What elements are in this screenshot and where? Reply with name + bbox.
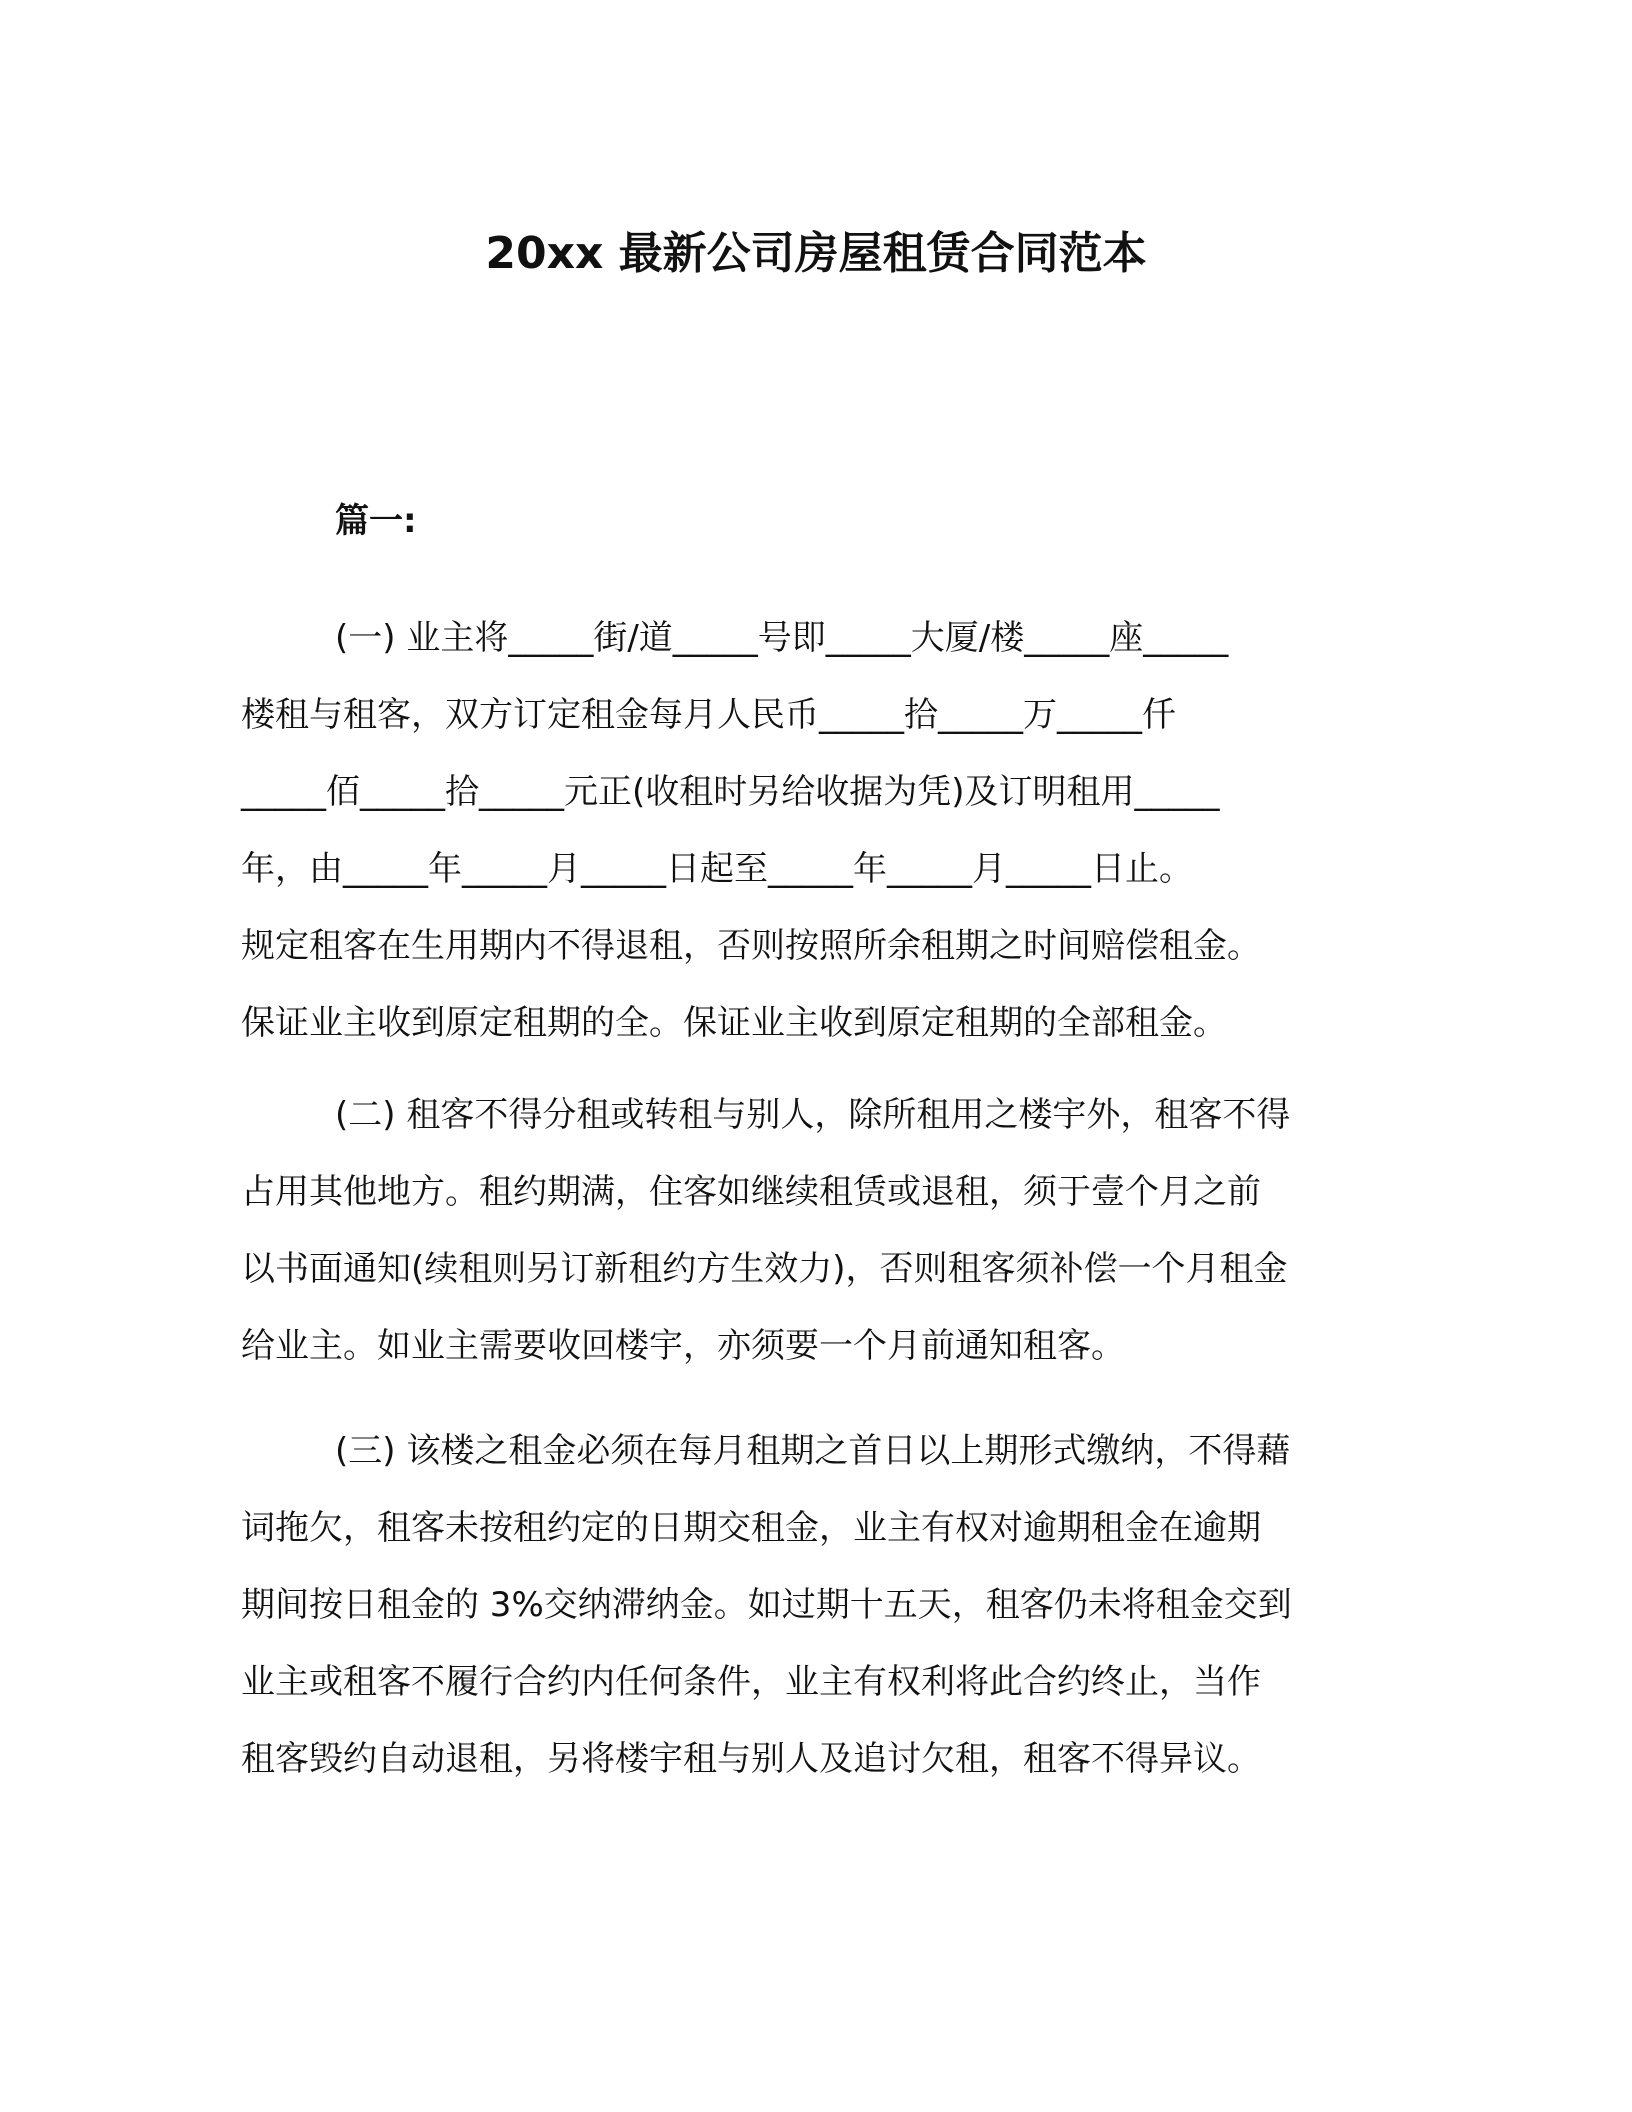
paragraph-line: 租客毁约自动退租，另将楼宇租与别人及追讨欠租，租客不得异议。 — [241, 1739, 1261, 1779]
paragraph-2 — [241, 1077, 1391, 1385]
paragraph-line: 楼租与租客，双方订定租金每月人民币_____拾_____万_____仟 — [241, 695, 1176, 735]
section-label: 篇一: — [335, 501, 417, 541]
paragraph-line: 期间按日租金的 3%交纳滞纳金。如过期十五天，租客仍未将租金交到 — [241, 1585, 1292, 1625]
paragraph-line: _____佰_____拾_____元正(收租时另给收据为凭)及订明租用_____ — [241, 772, 1220, 812]
paragraph-line: 以书面通知(续租则另订新租约方生效力)，否则租客须补偿一个月租金 — [241, 1249, 1288, 1289]
paragraph-line: 保证业主收到原定租期的全。保证业主收到原定租期的全部租金。 — [241, 1003, 1227, 1043]
paragraph-line: (一) 业主将_____街/道_____号即_____大厦/楼_____座_____ — [335, 618, 1229, 658]
paragraph-line: 给业主。如业主需要收回楼宇，亦须要一个月前通知租客。 — [241, 1326, 1125, 1366]
paragraph-1 — [241, 600, 1391, 1062]
paragraph-line: 业主或租客不履行合约内任何条件，业主有权利将此合约终止，当作 — [241, 1662, 1261, 1702]
document-title: 20xx 最新公司房屋租赁合同范本 — [485, 228, 1147, 279]
paragraph-line: (三) 该楼之租金必须在每月租期之首日以上期形式缴纳，不得藉 — [335, 1431, 1291, 1471]
paragraph-line: (二) 租客不得分租或转租与别人，除所租用之楼宇外，租客不得 — [335, 1095, 1291, 1135]
paragraph-line: 规定租客在生用期内不得退租，否则按照所余租期之时间赔偿租金。 — [241, 926, 1261, 966]
paragraph-line: 词拖欠，租客未按租约定的日期交租金，业主有权对逾期租金在逾期 — [241, 1508, 1261, 1548]
paragraph-line: 占用其他地方。租约期满，住客如继续租赁或退租，须于壹个月之前 — [241, 1172, 1261, 1212]
paragraph-line: 年，由_____年_____月_____日起至_____年_____月_____日止。 — [241, 849, 1193, 889]
paragraph-3 — [241, 1413, 1391, 1798]
